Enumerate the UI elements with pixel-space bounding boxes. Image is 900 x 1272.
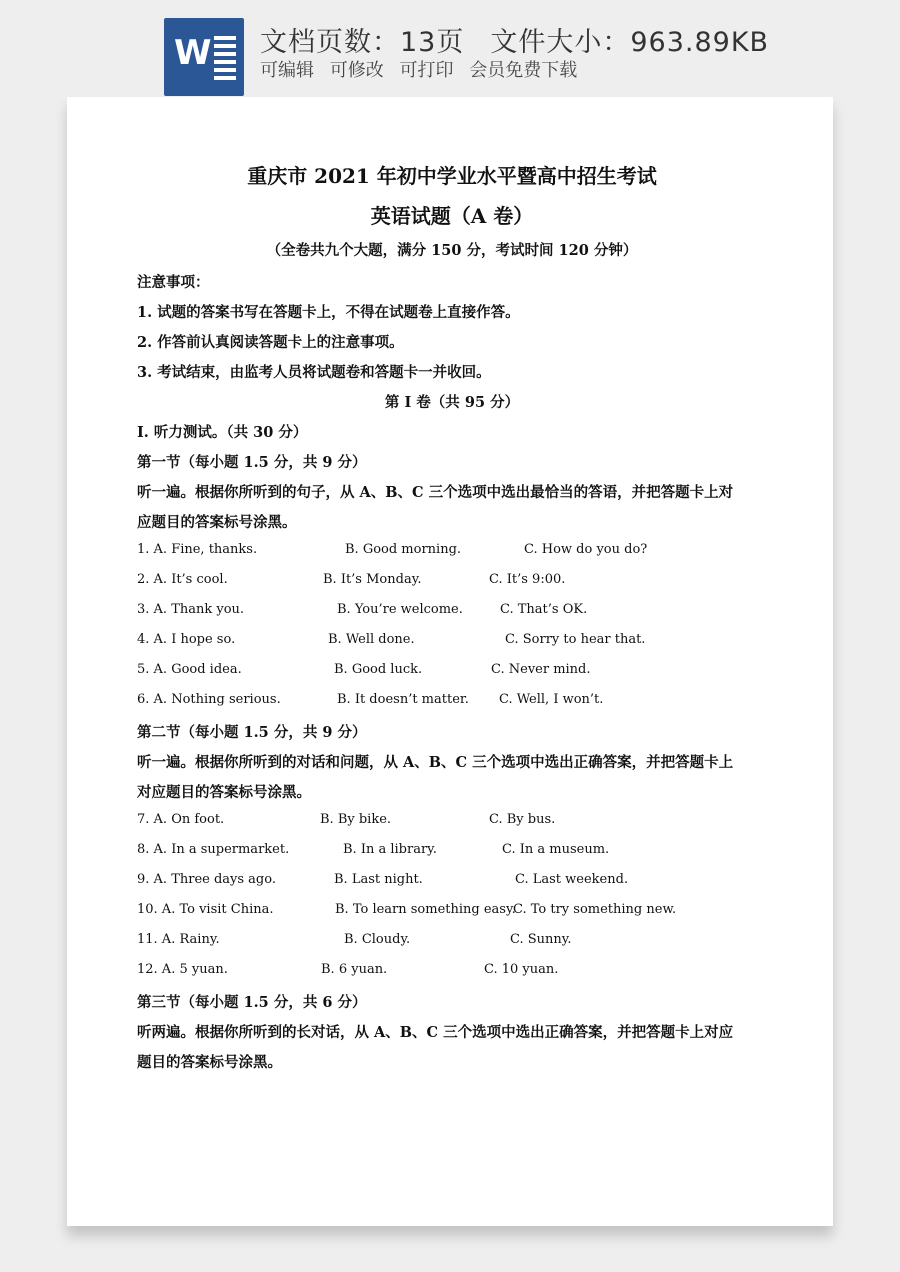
question-option: B. 6 yuan. [321, 962, 388, 977]
question-option: B. It’s Monday. [323, 572, 422, 587]
question-option: C. Never mind. [491, 662, 591, 677]
question-option: C. 10 yuan. [484, 962, 559, 977]
question-option: B. To learn something easy. [335, 902, 516, 917]
question-option: C. Last weekend. [515, 872, 629, 887]
notice-heading: 注意事项： [137, 274, 210, 291]
section-instruction: 应题目的答案标号涂黑。 [137, 514, 297, 531]
question-option: 5. A. Good idea. [137, 662, 242, 677]
section-heading: 第二节（每小题 1.5 分，共 9 分） [137, 724, 367, 741]
section-instruction: 对应题目的答案标号涂黑。 [137, 784, 311, 801]
exam-subtitle: 英语试题（A 卷） [370, 204, 534, 228]
question-option: 12. A. 5 yuan. [137, 962, 228, 977]
question-option: B. Last night. [334, 872, 423, 887]
document-page [67, 97, 833, 1226]
section-instruction: 听两遍。根据你所听到的长对话，从 A、B、C 三个选项中选出正确答案，并把答题卡上对应 [137, 1024, 734, 1041]
question-option: 10. A. To visit China. [137, 902, 274, 917]
notice-item: 2. 作答前认真阅读答题卡上的注意事项。 [137, 334, 404, 351]
word-icon-letter: W [174, 33, 212, 73]
document-header [0, 0, 900, 96]
section-heading: 第三节（每小题 1.5 分，共 6 分） [137, 994, 367, 1011]
question-option: B. It doesn’t matter. [337, 692, 469, 707]
question-option: 6. A. Nothing serious. [137, 692, 281, 707]
tag-member-download: 会员免费下载 [469, 60, 578, 81]
document-info [260, 20, 769, 59]
feature-tags [260, 56, 587, 82]
question-option: 3. A. Thank you. [137, 602, 245, 617]
question-option: 1. A. Fine, thanks. [137, 542, 258, 557]
section-heading: 第一节（每小题 1.5 分，共 9 分） [137, 454, 367, 471]
question-option: C. To try something new. [513, 902, 677, 917]
exam-title: 重庆市 2021 年初中学业水平暨高中招生考试 [247, 164, 657, 188]
question-option: B. Good luck. [334, 662, 423, 677]
question-option: B. By bike. [320, 812, 392, 827]
question-option: B. Good morning. [345, 542, 462, 557]
question-option: B. In a library. [343, 842, 437, 857]
section-instruction: 题目的答案标号涂黑。 [137, 1054, 282, 1071]
tag-modifiable: 可修改 [329, 60, 384, 81]
question-option: C. It’s 9:00. [489, 572, 566, 587]
question-option: C. How do you do? [524, 542, 648, 557]
notice-item: 1. 试题的答案书写在答题卡上，不得在试题卷上直接作答。 [137, 304, 520, 321]
question-option: 11. A. Rainy. [137, 932, 220, 947]
question-option: C. Sunny. [510, 932, 572, 947]
file-size: 文件大小：963.89KB [490, 27, 770, 58]
section-instruction: 听一遍。根据你所听到的对话和问题，从 A、B、C 三个选项中选出正确答案，并把答题卡上 [137, 754, 734, 771]
page-count: 文档页数：13页 [260, 27, 465, 58]
exam-note: （全卷共九个大题，满分 150 分，考试时间 120 分钟） [266, 242, 638, 259]
tag-editable: 可编辑 [260, 60, 314, 81]
question-option: 2. A. It’s cool. [137, 572, 228, 587]
question-option: B. Cloudy. [344, 932, 411, 947]
part-heading: I. 听力测试。（共 30 分） [137, 424, 308, 441]
volume-heading: 第 I 卷（共 95 分） [384, 394, 520, 411]
question-option: C. That’s OK. [500, 602, 588, 617]
question-option: 9. A. Three days ago. [137, 872, 276, 887]
word-icon [164, 18, 244, 96]
question-option: C. By bus. [489, 812, 556, 827]
question-option: B. Well done. [328, 632, 415, 647]
question-option: 8. A. In a supermarket. [137, 842, 290, 857]
question-option: 4. A. I hope so. [137, 632, 236, 647]
question-option: C. Sorry to hear that. [505, 632, 646, 647]
question-option: C. Well, I won’t. [499, 692, 604, 707]
tag-printable: 可打印 [399, 60, 454, 81]
notice-item: 3. 考试结束，由监考人员将试题卷和答题卡一并收回。 [137, 364, 491, 381]
question-option: C. In a museum. [502, 842, 610, 857]
question-option: 7. A. On foot. [137, 812, 225, 827]
section-instruction: 听一遍。根据你所听到的句子，从 A、B、C 三个选项中选出最恰当的答语，并把答题卡上对 [137, 484, 734, 501]
question-option: B. You’re welcome. [337, 602, 463, 617]
